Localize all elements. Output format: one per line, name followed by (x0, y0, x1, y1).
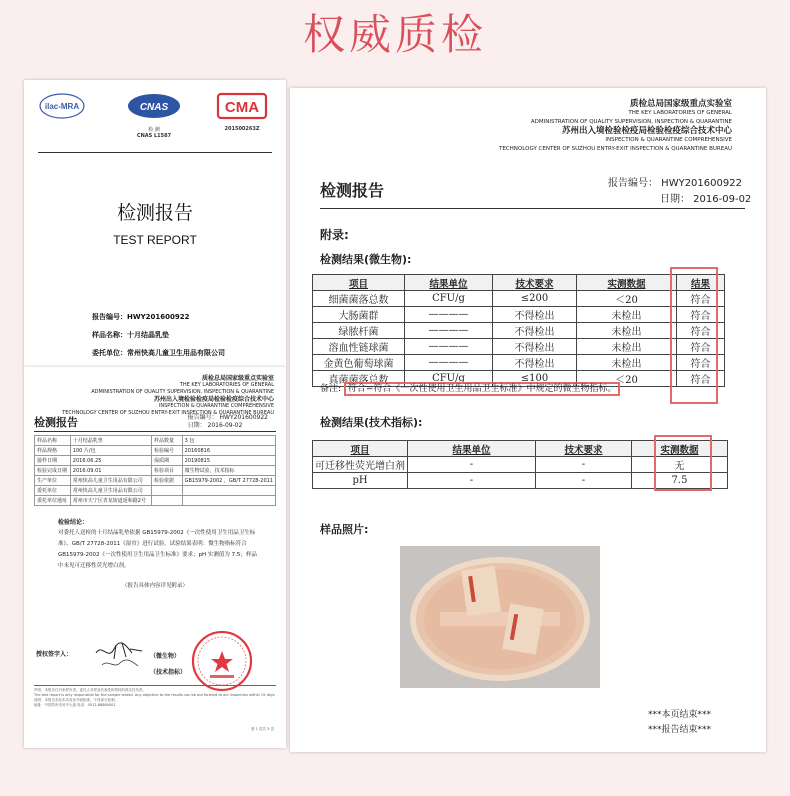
table-row: 可迁移性荧光增白剂 - - 无 (313, 457, 728, 473)
small-footer-divider (34, 685, 276, 686)
banner-title: 权威质检 (302, 10, 487, 59)
report-summary-page (24, 367, 286, 748)
table-header-row: 项目 结果单位 技术要求 实测数据 结果 (313, 275, 725, 291)
report-number: 报告编号： HWY201600922 (608, 178, 742, 189)
attachment-note: （报告具体内容详见附录） (121, 583, 188, 589)
cover-fields (92, 308, 225, 362)
small-report-meta: 报告编号： HWY201600922 日期： 2016-09-02 (187, 414, 268, 429)
cover-field-report-no: 报告编号：HWY201600922 (92, 313, 190, 321)
conclusion-label: 检验结论： (58, 519, 89, 526)
cnas-logo (124, 92, 184, 139)
table-row: 委托单位 常州快高儿童卫生用品有限公司 (35, 486, 276, 496)
small-page-number: 第 1 页共 3 页 (251, 727, 274, 731)
report-end: ***报告结束*** (648, 725, 712, 735)
report-cover-page (24, 80, 286, 367)
sample-photo-label: 样品照片: (320, 523, 369, 536)
table-header-row: 项目 结果单位 技术要求 实测数据 (313, 441, 728, 457)
ilac-logo (38, 92, 86, 122)
lab-header: 质检总局国家级重点实验室 THE KEY LABORATORIES OF GENERAL ADMINISTRATION OF QUALITY SUPERVISION, INSPECTION & QUARANTINE 苏州出入境检验检疫局检验检疫综合技术中心 INSPECTION & QUARANTINE COMPREHENSIVE TECHNOLOGY CENTER OF SUZHOU ENTRY-EXIT INSPECTION & QUARANTINE BUREAU (499, 99, 732, 152)
signature-roles (150, 649, 186, 681)
cover-field-sample-name: 样品名称：十月结晶乳垫 (92, 331, 169, 339)
table-row: 样品规格 100 片/包 检验编号 20160816 (35, 446, 276, 456)
note-label: 备注: (320, 384, 342, 394)
small-footer: 声明：本报告仅对来样负责。委托人对样品代表性和资料的真实性负责。 The test report is only responsible for the sample tested. Any objection to the results can be put forward to our inspection within 15 days 说明：本报告未经本实验室书面批准，不得部分复制。 地址：中国苏州市吴中大道 电话：0512-88880001 (34, 688, 275, 707)
cover-subtitle: TEST REPORT (113, 233, 197, 247)
table-row: 真菌菌落总数 CFU/g ≤100 ＜20 符合 (313, 371, 725, 387)
cover-divider (38, 152, 272, 153)
cnas-logo-text: CNAS (139, 102, 169, 113)
small-report-title: 检测报告 (34, 416, 78, 429)
table-row: 大肠菌群 ———— 不得检出 未检出 符合 (313, 307, 725, 323)
table-row: 绿脓杆菌 ———— 不得检出 未检出 符合 (313, 323, 725, 339)
sample-info-table (34, 435, 276, 506)
cma-logo (214, 92, 270, 132)
report-results-page (290, 88, 766, 752)
report-meta (608, 176, 751, 208)
cma-caption: 201500263Z (224, 126, 260, 132)
small-lab-header: 质检总局国家级重点实验室 THE KEY LABORATORIES OF GENERAL ADMINISTRATION OF QUALITY SUPERVISION, INSPECTION & QUARANTINE 苏州出入境检验检疫局检验检疫综合技术中心 INSPECTION & QUARANTINE COMPREHENSIVE TECHNOLOGY CENTER OF SUZHOU ENTRY-EXIT INSPECTION & QUARANTINE BUREAU (62, 375, 274, 416)
role-tech: （技术指标） (150, 669, 187, 676)
signature-image (92, 639, 148, 671)
report-date: 日期： 2016-09-02 (660, 194, 752, 205)
micro-note (320, 381, 620, 394)
measured-column-highlight (654, 435, 712, 491)
signatory-label: 授权签字人： (36, 651, 73, 658)
appendix-label: 附录: (320, 228, 349, 242)
cover-title: 检测报告 (116, 202, 193, 224)
ilac-logo-text: ilac-MRA (44, 102, 80, 111)
note-highlight: 符合=符合《一次性使用卫生用品卫生标准》中规定的微生物指标。 (344, 382, 621, 396)
table-row: 生产单位 常州快高儿童卫生用品有限公司 检验依据 GB15979-2002 ，GB/T 27728-2011 (35, 476, 276, 486)
page-end: ***本页结束*** (648, 710, 712, 720)
table-row: 金黄色葡萄球菌 ———— 不得检出 未检出 符合 (313, 355, 725, 371)
table-row: 溶血性链球菌 ———— 不得检出 未检出 符合 (313, 339, 725, 355)
result-column-highlight (670, 267, 718, 404)
cma-logo-text: CMA (224, 99, 260, 116)
table-row: 接样日期 2016.06.25 保质期 20190815 (35, 456, 276, 466)
table-row: 样品名称 十月结晶乳垫 样品数量 3 包 (35, 436, 276, 446)
tech-results-heading: 检测结果(技术指标): (320, 416, 423, 429)
certification-logos (38, 92, 272, 142)
report-end-marks (648, 708, 711, 738)
sample-photo (400, 546, 600, 688)
micro-results-table (312, 274, 725, 387)
table-row: 检验完成日期 2016.09.01 检验项目 微生物试验，技术指标 (35, 466, 276, 476)
cnas-caption-1: 检 测 (148, 127, 160, 133)
official-seal-stamp (190, 629, 254, 693)
report-title: 检测报告 (320, 181, 385, 200)
header-divider (320, 208, 745, 209)
cnas-caption-2: CNAS L1587 (136, 133, 172, 139)
small-divider (34, 431, 276, 432)
banner (0, 0, 790, 70)
cover-field-client: 委托单位：常州快高儿童卫生用品有限公司 (92, 349, 225, 357)
role-micro: （微生物） (150, 653, 181, 660)
table-row: 细菌菌落总数 CFU/g ≤200 ＜20 符合 (313, 291, 725, 307)
micro-results-heading: 检测结果(微生物): (320, 253, 412, 266)
table-row: 委托单位地址 常州市天宁区青龙街道延和路2号 (35, 496, 276, 506)
conclusion-text: 对委托人送检的十月结晶乳垫依据 GB15979-2002《一次性使用卫生用品卫生标准》、GB/T 27728-2011《湿巾》进行试验。试验结果表明：微生物指标符合 GB15979-2002《一次性使用卫生用品卫生标准》要求；pH 实测值为 7.5；样品中未见可迁移性荧光增白剂。 (58, 530, 257, 569)
nursing-pad-image (400, 546, 600, 688)
table-row: pH - - 7.5 (313, 473, 728, 489)
